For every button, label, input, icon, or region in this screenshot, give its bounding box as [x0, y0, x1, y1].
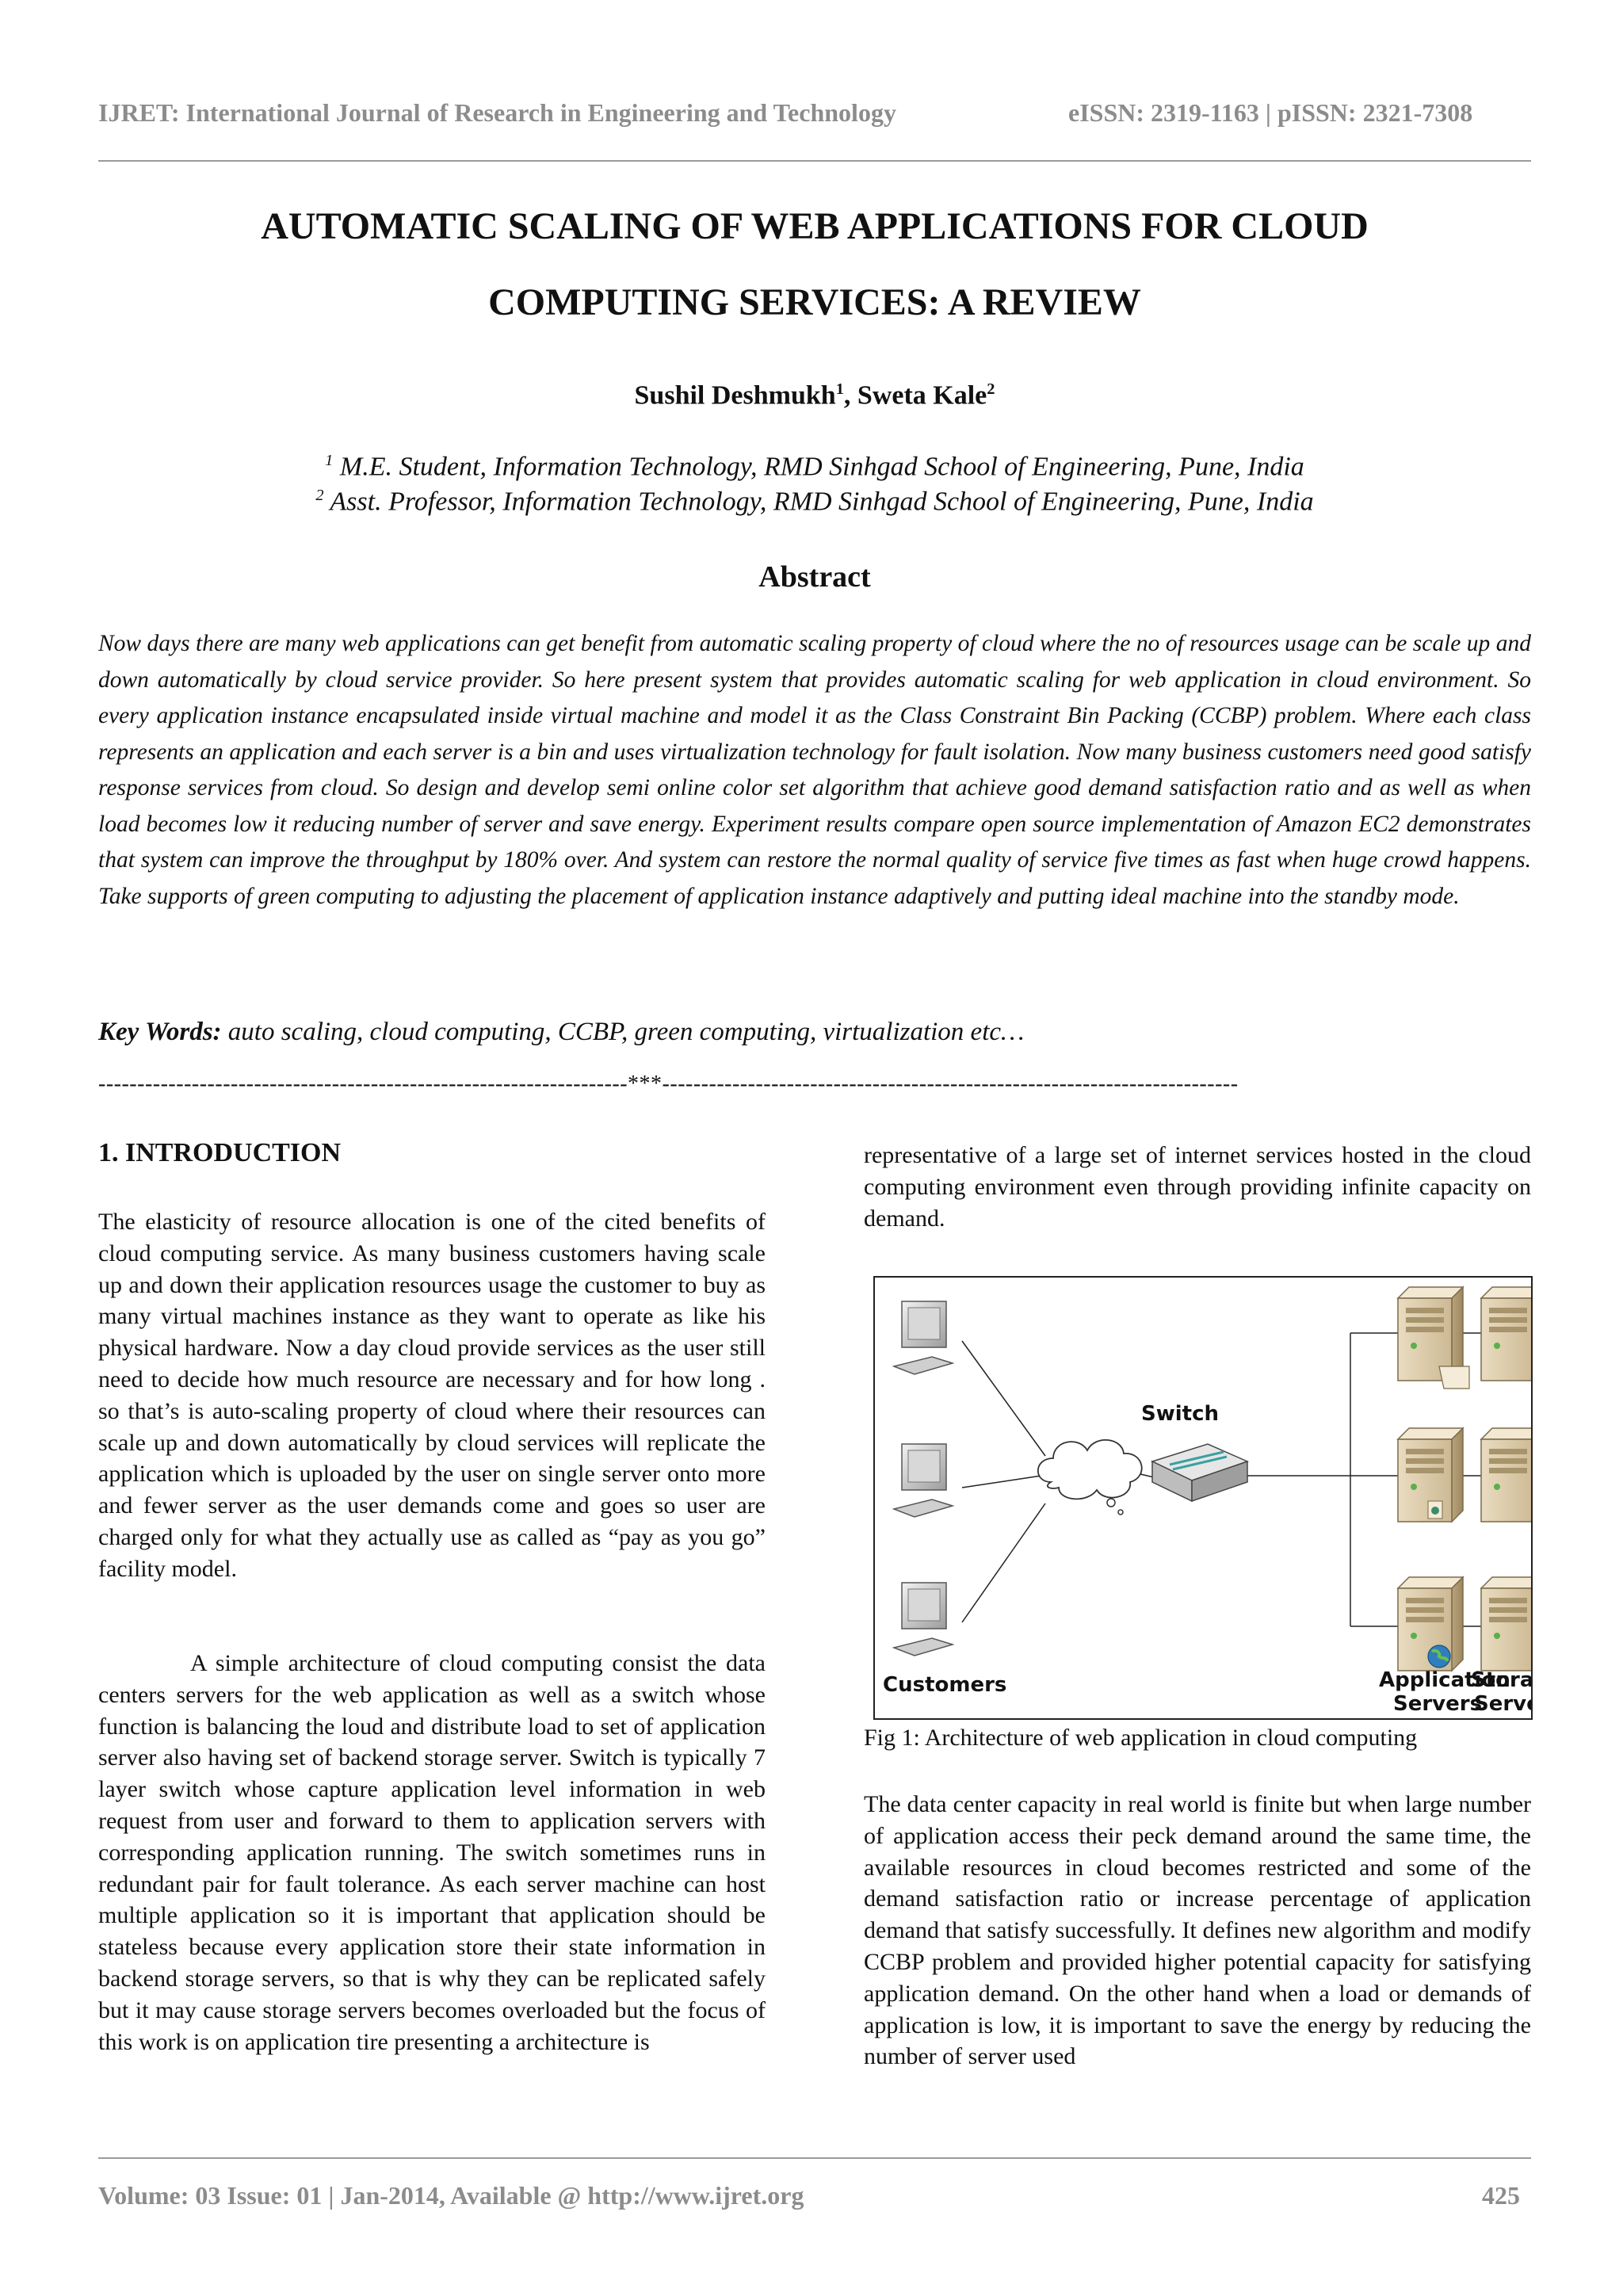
affiliation-sup: 2: [315, 487, 324, 504]
authors: [98, 380, 1531, 411]
globe-icon: [1428, 1645, 1450, 1668]
document-icon: [1439, 1366, 1469, 1389]
customer-computer-icon: [894, 1444, 953, 1517]
customer-computer-icon: [894, 1583, 953, 1656]
storage-server-icon: [1481, 1577, 1531, 1671]
page-number: 425: [1482, 2181, 1520, 2210]
right-paragraph-2: The data center capacity in real world is finite but when large number of application access their peck demand around the same time, the available resources in cloud becomes restricted and some of the demand satisfaction ratio or increase percentage of application demand that satisfy successfully. It defines new algorithm and modify CCBP problem and provided higher potential capacity for satisfying application demand. On the other hand when a load or demands of application is low, it is important to save the energy by reducing the number of server used: [864, 1791, 1531, 2070]
keywords: [98, 1018, 1024, 1047]
abstract-heading: Abstract: [758, 560, 871, 594]
section-heading: 1. INTRODUCTION: [98, 1138, 342, 1167]
right-paragraph-1: representative of a large set of internet services hosted in the cloud computing environment even through providing infinite capacity on demand.: [864, 1142, 1531, 1232]
paper-title-line1: AUTOMATIC SCALING OF WEB APPLICATIONS FOR CLOUD: [261, 205, 1369, 247]
architecture-figure: [873, 1276, 1533, 1720]
keywords-text: auto scaling, cloud computing, CCBP, green computing, virtualization etc…: [221, 1018, 1025, 1046]
author-sup: 2: [987, 380, 995, 398]
intro-paragraph-2: A simple architecture of cloud computing consist the data centers servers for the web application as well as a switch whose function is balancing the loud and distribute load to set of application server also having set of backend storage server. Switch is typically 7 layer switch whose capture application level information in web request from user and forward to them to application servers with corresponding application running. The switch sometimes runs in redundant pair for fault tolerance. As each server machine can host multiple application so it is important that application should be stateless because every application store their state information in backend storage servers, so that is why they can be replicated safely but it may cause storage servers becomes overloaded but the focus of this work is on application tire presenting a architecture is: [98, 1650, 766, 2055]
switch-icon: [1152, 1444, 1247, 1501]
affiliation-text: Asst. Professor, Information Technology, RMD Sinhgad School of Engineering, Pune, India: [323, 487, 1314, 517]
author-name: Sweta Kale: [857, 380, 987, 411]
document-icon: [1428, 1501, 1442, 1519]
switch-label: Switch: [1141, 1402, 1220, 1426]
connection-line: [962, 1341, 1045, 1456]
journal-header: IJRET: International Journal of Research in Engineering and Technology: [98, 98, 896, 127]
internet-cloud-icon: [1038, 1440, 1142, 1515]
application-servers-label: Application: [1379, 1668, 1510, 1692]
affiliation-2: [98, 487, 1531, 517]
architecture-diagram: [875, 1278, 1531, 1718]
customer-computer-icon: [894, 1301, 953, 1374]
author-name: Sushil Deshmukh: [634, 380, 836, 411]
storage-server-icon: [1481, 1287, 1531, 1381]
intro-paragraph-1: The elasticity of resource allocation is one of the cited benefits of cloud computing service. As many business customers having scale up and down their application resources usage the customer to buy as many virtual machines instance as they want to operate as like his physical hardware. Now a day cloud provide services as the user still need to decide how much resource are necessary and for how long . so that’s is auto-scaling property of cloud where their resources can scale up and down automatically by cloud services will replicate the application which is uploaded by the user on single server onto more and fewer server as the user demands come and goes so user are charged only for what they actually use as called as “pay as you go” facility model.: [98, 1209, 766, 1582]
figure-caption: Fig 1: Architecture of web application in cloud computing: [864, 1725, 1418, 1751]
section-separator: --------------------------------------------------------------------***--------------------------------------------------------------------------: [98, 1072, 1239, 1096]
keywords-label: Key Words:: [98, 1018, 222, 1046]
paper-title-line2: COMPUTING SERVICES: A REVIEW: [488, 281, 1141, 323]
affiliation-text: M.E. Student, Information Technology, RMD Sinhgad School of Engineering, Pune, India: [333, 452, 1304, 482]
header-rule: [98, 160, 1531, 162]
storage-server-icon: [1481, 1428, 1531, 1522]
abstract-text: Now days there are many web applications can get benefit from automatic scaling property of cloud where the no of resources usage can be scale up and down automatically by cloud service provider. So here present system that provides automatic scaling for web application in cloud environment. So every application instance encapsulated inside virtual machine and model it as the Class Constraint Bin Packing (CCBP) problem. Where each class represents an application and each server is a bin and uses virtualization technology for fault isolation. Now many business customers need good satisfy response services from cloud. So design and develop semi online color set algorithm that achieve good demand satisfaction ratio and as well as when load becomes low it reducing number of server and save energy. Experiment results compare open source implementation of Amazon EC2 demonstrates that system can improve the throughput by 180% over. And system can restore the normal quality of service five times as fast when huge crowd happens. Take supports of green computing to adjusting the placement of application instance adaptively and putting ideal machine into the standby mode.: [98, 631, 1531, 909]
connection-line: [962, 1476, 1041, 1488]
affiliation-1: [98, 452, 1531, 482]
application-servers-label: Servers: [1393, 1692, 1483, 1716]
author-sup: 1: [835, 380, 844, 398]
issn-header: eISSN: 2319-1163 | pISSN: 2321-7308: [1068, 98, 1473, 127]
affiliation-sup: 1: [325, 452, 334, 469]
author-separator: ,: [843, 380, 857, 411]
connection-line: [962, 1503, 1045, 1622]
footer-volume: Volume: 03 Issue: 01 | Jan-2014, Available @ http://www.ijret.org: [98, 2181, 804, 2210]
footer-rule: [98, 2157, 1531, 2159]
customers-label: Customers: [883, 1673, 1007, 1697]
storage-servers-label: Stora: [1471, 1668, 1531, 1692]
storage-servers-label: Serv: [1474, 1692, 1527, 1716]
